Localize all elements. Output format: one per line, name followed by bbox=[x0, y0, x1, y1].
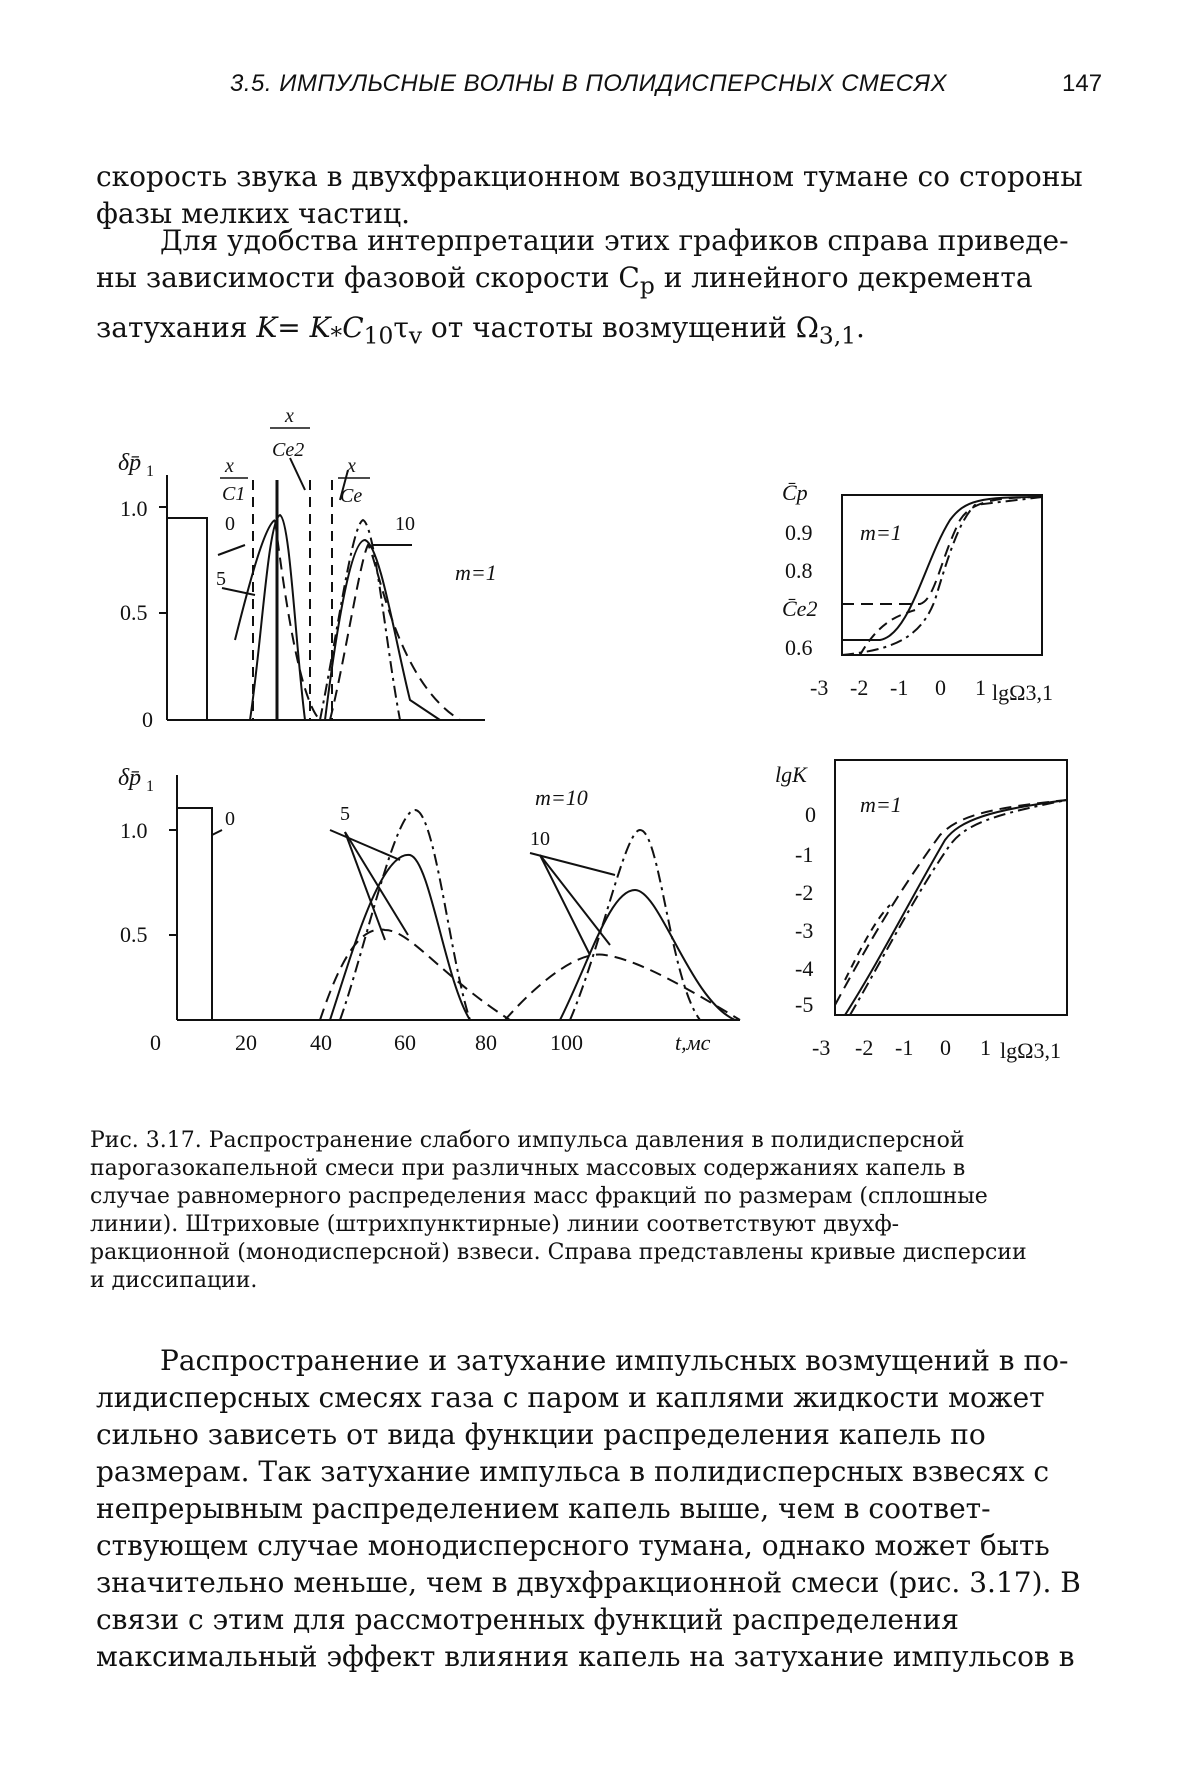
page-number: 147 bbox=[1062, 70, 1103, 97]
tick-label: 60 bbox=[394, 1030, 416, 1055]
svg-text:0: 0 bbox=[225, 808, 235, 830]
tick-label: 0.5 bbox=[120, 922, 148, 947]
caption-line: Рис. 3.17. Распространение слабого импульса давления в полидисперсной bbox=[90, 1128, 965, 1153]
running-header bbox=[0, 70, 1200, 110]
initial-pulse bbox=[177, 808, 212, 1020]
tick-label: 1 bbox=[980, 1035, 991, 1060]
tick-label: 0.9 bbox=[785, 520, 813, 545]
tick-label: -5 bbox=[795, 992, 814, 1017]
svg-text:0: 0 bbox=[225, 513, 235, 535]
svg-text:x: x bbox=[225, 455, 234, 477]
text-line: значительно меньше, чем в двухфракционной смеси (рис. 3.17). В bbox=[96, 1566, 1081, 1599]
tick-label: 0.6 bbox=[785, 635, 813, 660]
top-right-panel bbox=[842, 495, 1042, 655]
tick-label: 20 bbox=[235, 1030, 257, 1055]
tick-label: 0 bbox=[940, 1035, 951, 1060]
header-title: 3.5. ИМПУЛЬСНЫЕ ВОЛНЫ В ПОЛИДИСПЕРСНЫХ СМЕСЯХ bbox=[230, 70, 947, 97]
ylabel: δp̄ bbox=[118, 450, 142, 476]
svg-text:10: 10 bbox=[530, 828, 550, 850]
tick-label: 1 bbox=[975, 675, 986, 700]
caption-line: случае равномерного распределения масс фракций по размерам (сплошные bbox=[90, 1184, 988, 1209]
plot-frame bbox=[842, 495, 1042, 655]
paragraph-3 bbox=[96, 1342, 1100, 1675]
svg-text:x: x bbox=[347, 455, 356, 477]
figure-caption bbox=[90, 1127, 1100, 1295]
text-line: Для удобства интерпретации этих графиков справа приведе- bbox=[160, 224, 1069, 257]
text-line: Распространение и затухание импульсных возмущений в по- bbox=[160, 1344, 1069, 1377]
m-label: m=1 bbox=[860, 792, 902, 817]
tick-label: 0 bbox=[150, 1030, 161, 1055]
text-line: непрерывным распределением капель выше, чем в соответ- bbox=[96, 1492, 991, 1525]
tick-label: 80 bbox=[475, 1030, 497, 1055]
x-axis-label: t,мс bbox=[675, 1030, 711, 1055]
svg-text:1: 1 bbox=[146, 778, 154, 795]
tick-label: 1.0 bbox=[120, 496, 148, 521]
svg-text:1: 1 bbox=[146, 463, 154, 480]
svg-text:5: 5 bbox=[340, 803, 350, 825]
tick-label: 0.5 bbox=[120, 600, 148, 625]
tick-label: -1 bbox=[795, 842, 814, 867]
ylabel: C̄p bbox=[782, 480, 808, 505]
text-line: скорость звука в двухфракционном воздушном тумане со стороны bbox=[96, 160, 1083, 193]
tick-label: -2 bbox=[850, 675, 869, 700]
caption-line: парогазокапельной смеси при различных массовых содержаниях капель в bbox=[90, 1156, 966, 1181]
svg-text:Ce: Ce bbox=[340, 485, 363, 507]
ylabel: lgK bbox=[775, 762, 807, 787]
m-label: m=1 bbox=[455, 560, 497, 585]
tick-label: 1.0 bbox=[120, 818, 148, 843]
tick-label: -1 bbox=[895, 1035, 914, 1060]
x-axis-label: lgΩ3,1 bbox=[1000, 1038, 1061, 1063]
text-line: затухания $K= K_*C_{10}\tau_v$ от частоты возмущений $\Omega_{3,1}$. bbox=[96, 310, 865, 350]
tick-label: -2 bbox=[855, 1035, 874, 1060]
text-line: сильно зависеть от вида функции распределения капель по bbox=[96, 1418, 986, 1451]
tick-label: 0 bbox=[805, 802, 816, 827]
tick-label: 40 bbox=[310, 1030, 332, 1055]
ylabel: δp̄ bbox=[118, 765, 142, 791]
text-line: ствующем случае монодисперсного тумана, однако может быть bbox=[96, 1529, 1050, 1562]
text-line: размерам. Так затухание импульса в полидисперсных взвесях с bbox=[96, 1455, 1050, 1488]
paragraph-2 bbox=[96, 222, 1100, 354]
figure-3-17 bbox=[0, 390, 1200, 1110]
text-line: лидисперсных смесях газа с паром и каплями жидкости может bbox=[96, 1381, 1045, 1414]
caption-line: линии). Штриховые (штрихпунктирные) линии соответствуют двухф- bbox=[90, 1212, 900, 1237]
svg-text:5: 5 bbox=[216, 568, 226, 590]
caption-line: ракционной (монодисперсной) взвеси. Справа представлены кривые дисперсии bbox=[90, 1240, 1027, 1265]
svg-text:10: 10 bbox=[395, 513, 415, 535]
tick-label: -2 bbox=[795, 880, 814, 905]
text-line: фазы мелких частиц. bbox=[96, 197, 411, 230]
tick-label: -3 bbox=[810, 675, 829, 700]
x-axis-label: lgΩ3,1 bbox=[992, 680, 1053, 705]
tick-label: C̄e2 bbox=[782, 596, 818, 621]
bottom-left-panel bbox=[169, 775, 740, 1020]
tick-label: 0 bbox=[935, 675, 946, 700]
paragraph-1 bbox=[96, 158, 1100, 232]
tick-label: -3 bbox=[795, 918, 814, 943]
caption-line: и диссипации. bbox=[90, 1268, 258, 1293]
svg-text:C1: C1 bbox=[222, 483, 246, 505]
svg-text:Ce2: Ce2 bbox=[272, 439, 305, 461]
m-label: m=1 bbox=[860, 520, 902, 545]
tick-label: -1 bbox=[890, 675, 909, 700]
text-line: связи с этим для рассмотренных функций распределения bbox=[96, 1603, 959, 1636]
top-left-panel bbox=[159, 458, 485, 720]
tick-label: 0.8 bbox=[785, 558, 813, 583]
tick-label: 0 bbox=[142, 707, 153, 732]
m-label: m=10 bbox=[535, 785, 588, 810]
text-line: ны зависимости фазовой скорости $C_p$ и линейного декремента bbox=[96, 261, 1033, 300]
svg-text:x: x bbox=[285, 405, 294, 427]
tick-label: -4 bbox=[795, 956, 814, 981]
tick-label: 100 bbox=[550, 1030, 583, 1055]
initial-pulse bbox=[167, 518, 207, 720]
text-line: максимальный эффект влияния капель на затухание импульсов в bbox=[96, 1640, 1075, 1673]
tick-label: -3 bbox=[812, 1035, 831, 1060]
